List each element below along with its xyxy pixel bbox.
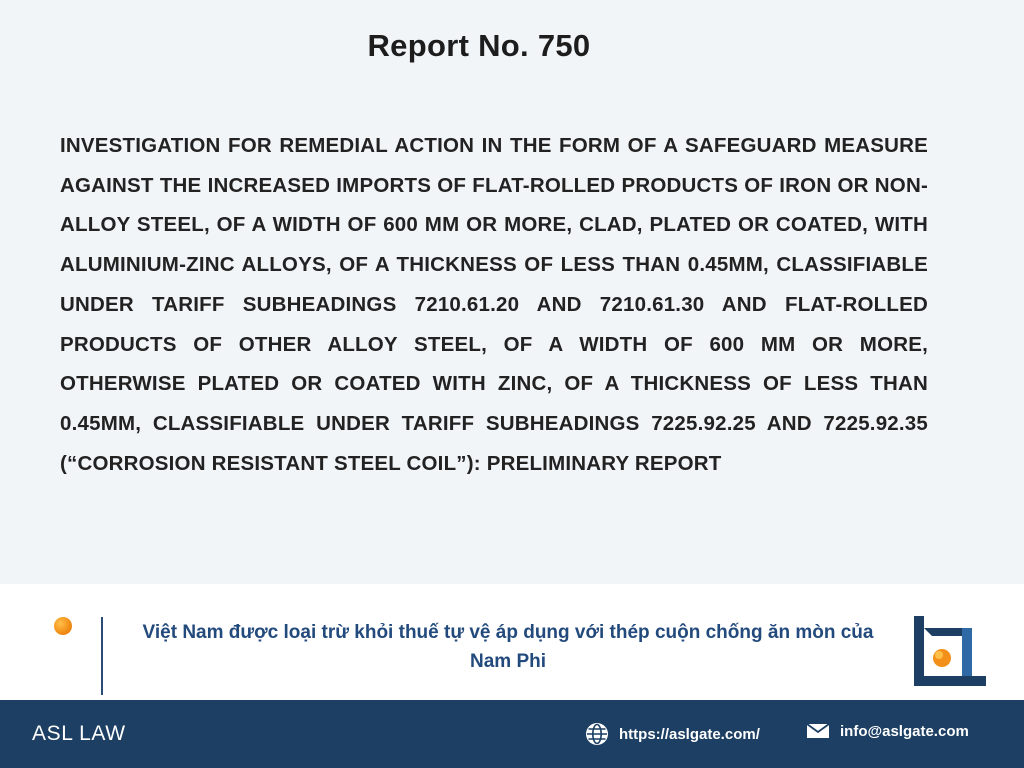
website-link[interactable] bbox=[585, 722, 760, 746]
asl-logo-icon bbox=[912, 614, 988, 690]
email-link[interactable] bbox=[806, 722, 969, 740]
report-title: Report No. 750 bbox=[367, 28, 591, 63]
caption-divider bbox=[101, 617, 103, 695]
report-body: INVESTIGATION FOR REMEDIAL ACTION IN THE FORM OF A SAFEGUARD MEASURE AGAINST THE INCREASED IMPORTS OF FLAT-ROLLED PRODUCTS OF IRON OR NON-ALLOY STEEL, OF A WIDTH OF 600 MM OR MORE, CLAD, PLATED OR COATED, WITH ALUMINIUM-ZINC ALLOYS, OF A THICKNESS OF LESS THAN 0.45MM, CLASSIFIABLE UNDER TARIFF SUBHEADINGS 7210.61.20 AND 7210.61.30 AND FLAT-ROLLED PRODUCTS OF OTHER ALLOY STEEL, OF A WIDTH OF 600 MM OR MORE, OTHERWISE PLATED OR COATED WITH ZINC, OF A THICKNESS OF LESS THAN 0.45MM, CLASSIFIABLE UNDER TARIFF SUBHEADINGS 7225.92.25 AND 7225.92.35 (“CORROSION RESISTANT STEEL COIL”): PRELIMINARY REPORT bbox=[60, 134, 928, 475]
email-text: info@aslgate.com bbox=[840, 722, 969, 740]
caption-text: Việt Nam được loại trừ khỏi thuế tự vệ áp dụng với thép cuộn chống ăn mòn của Nam Phi bbox=[142, 622, 874, 672]
orange-dot-icon bbox=[54, 617, 72, 635]
envelope-icon bbox=[806, 722, 830, 740]
footer-bar bbox=[0, 700, 1024, 768]
globe-icon bbox=[585, 722, 609, 746]
brand-name: ASL LAW bbox=[32, 722, 126, 745]
website-text: https://aslgate.com/ bbox=[619, 725, 760, 743]
